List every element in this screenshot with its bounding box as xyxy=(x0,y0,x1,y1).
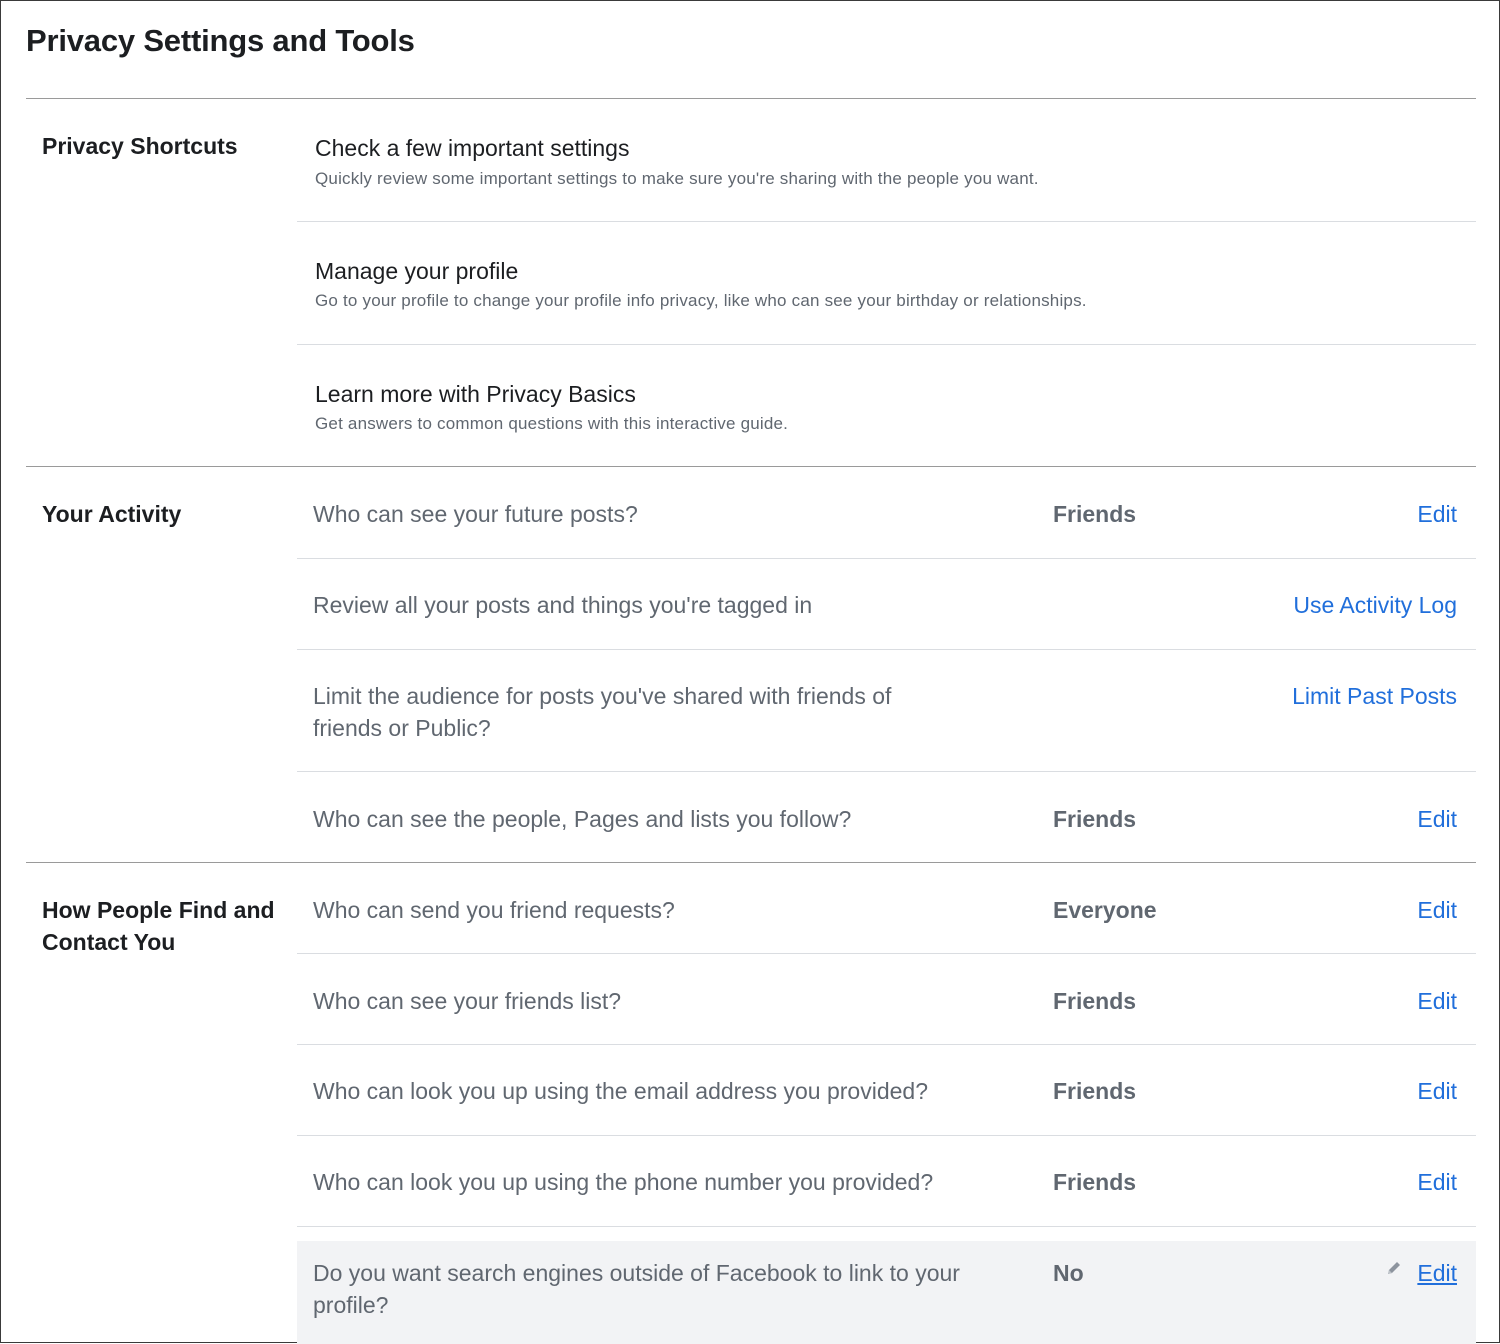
setting-question-phone-lookup: Who can look you up using the phone number you provided? xyxy=(313,1169,934,1195)
setting-value-friend-requests: Everyone xyxy=(1053,897,1157,923)
page-title: Privacy Settings and Tools xyxy=(26,23,415,58)
use-activity-log-link[interactable]: Use Activity Log xyxy=(1293,592,1457,618)
section-label-find-and-contact: How People Find and Contact You xyxy=(42,897,275,955)
section-label-privacy-shortcuts: Privacy Shortcuts xyxy=(42,133,238,159)
setting-question-future-posts: Who can see your future posts? xyxy=(313,501,638,527)
edit-friends-list-link[interactable]: Edit xyxy=(1417,988,1457,1014)
shortcut-check-settings-link[interactable]: Check a few important settings xyxy=(315,135,630,161)
shortcut-manage-profile-description: Go to your profile to change your profile info privacy, like who can see your birthday or relationships. xyxy=(315,291,1087,310)
section-divider xyxy=(26,98,1476,99)
setting-question-friend-requests: Who can send you friend requests? xyxy=(313,897,675,923)
row-divider xyxy=(297,221,1476,222)
setting-value-phone-lookup: Friends xyxy=(1053,1169,1137,1195)
setting-question-email-lookup: Who can look you up using the email address you provided? xyxy=(313,1078,928,1104)
row-divider xyxy=(297,953,1476,954)
setting-question-review-posts: Review all your posts and things you're tagged in xyxy=(313,592,813,618)
edit-phone-lookup-link[interactable]: Edit xyxy=(1417,1169,1457,1195)
pencil-icon[interactable] xyxy=(1385,1259,1403,1277)
edit-email-lookup-link[interactable]: Edit xyxy=(1417,1078,1457,1104)
row-divider xyxy=(297,649,1476,650)
row-divider xyxy=(297,344,1476,345)
edit-search-engines-link[interactable]: Edit xyxy=(1417,1260,1457,1286)
edit-future-posts-link[interactable]: Edit xyxy=(1417,501,1457,527)
setting-question-following: Who can see the people, Pages and lists you follow? xyxy=(313,806,852,832)
section-divider xyxy=(26,466,1476,467)
setting-value-email-lookup: Friends xyxy=(1053,1078,1137,1104)
section-divider xyxy=(26,862,1476,863)
section-label-your-activity: Your Activity xyxy=(42,501,182,527)
row-divider xyxy=(297,1226,1476,1227)
setting-question-friends-list: Who can see your friends list? xyxy=(313,988,622,1014)
shortcut-manage-profile-link[interactable]: Manage your profile xyxy=(315,258,519,284)
shortcut-check-settings-description: Quickly review some important settings to make sure you're sharing with the people you want. xyxy=(315,169,1039,188)
row-divider xyxy=(297,1044,1476,1045)
setting-value-future-posts: Friends xyxy=(1053,501,1137,527)
setting-value-following: Friends xyxy=(1053,806,1137,832)
row-divider xyxy=(297,771,1476,772)
edit-following-link[interactable]: Edit xyxy=(1417,806,1457,832)
setting-value-search-engines: No xyxy=(1053,1260,1084,1286)
setting-value-friends-list: Friends xyxy=(1053,988,1137,1014)
shortcut-privacy-basics-description: Get answers to common questions with this interactive guide. xyxy=(315,414,789,433)
setting-question-limit-audience: Limit the audience for posts you've shared with friends of friends or Public? xyxy=(313,683,892,741)
setting-question-search-engines: Do you want search engines outside of Facebook to link to your profile? xyxy=(313,1260,960,1318)
limit-past-posts-link[interactable]: Limit Past Posts xyxy=(1292,683,1457,709)
shortcut-privacy-basics-link[interactable]: Learn more with Privacy Basics xyxy=(315,381,636,407)
edit-friend-requests-link[interactable]: Edit xyxy=(1417,897,1457,923)
row-divider xyxy=(297,1135,1476,1136)
row-divider xyxy=(297,558,1476,559)
